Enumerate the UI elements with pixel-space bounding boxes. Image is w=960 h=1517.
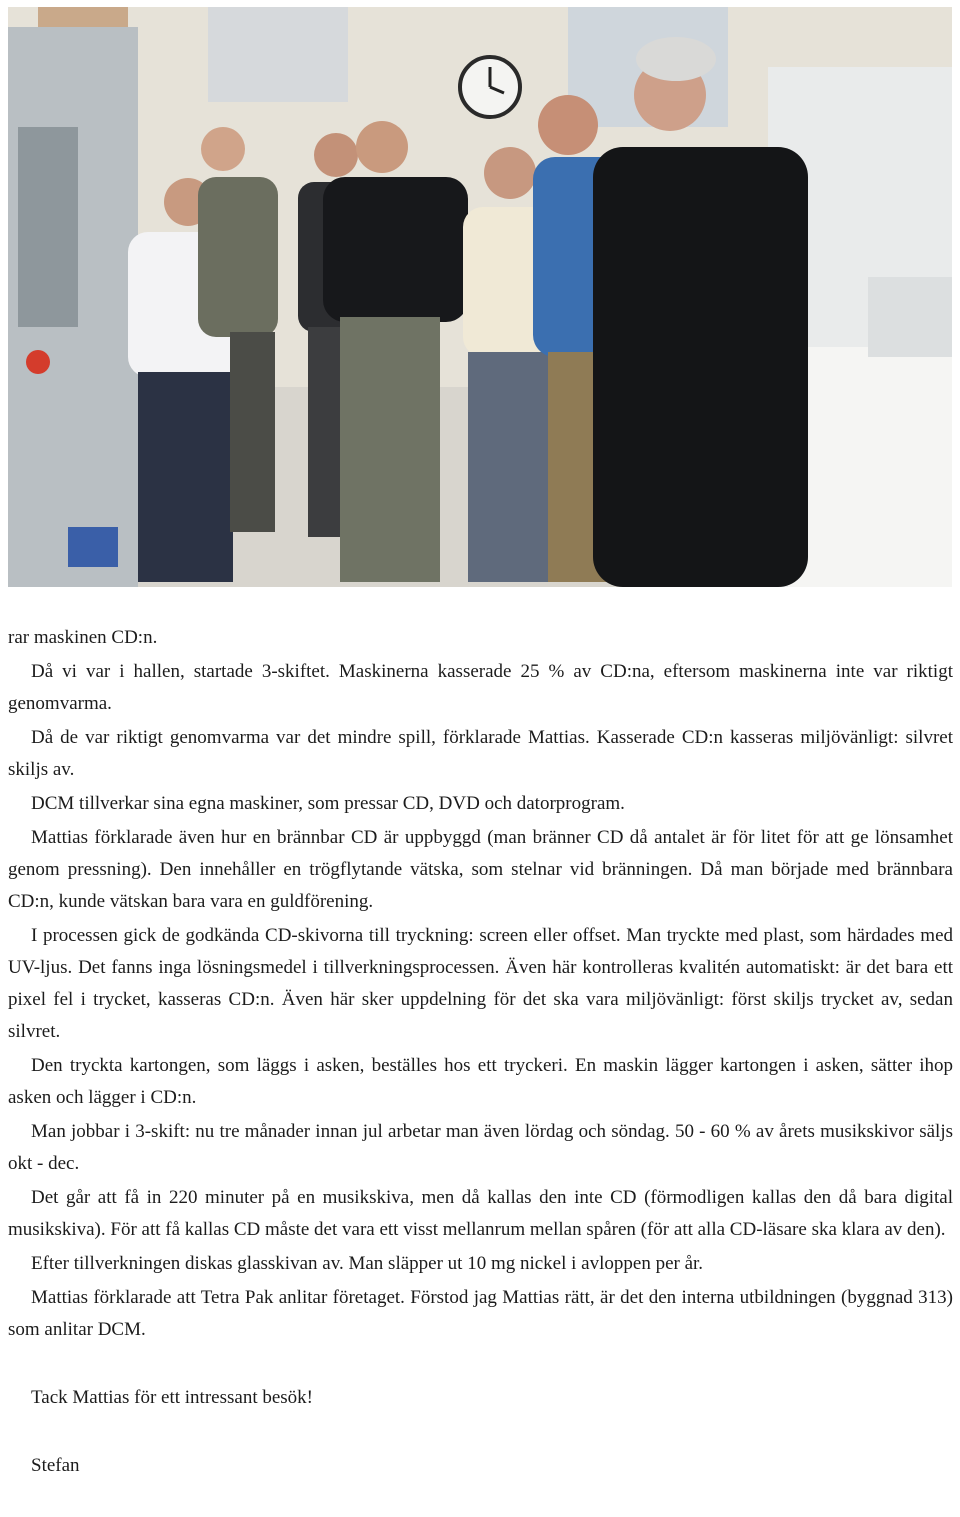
paragraph: Man jobbar i 3-skift: nu tre månader innan jul arbetar man även lördag och söndag. 50 - 60 % av årets musikskivor säljs okt - dec. [8, 1121, 953, 1174]
paragraph: Då de var riktigt genomvarma var det mindre spill, förklarade Mattias. Kasserade CD:n kasseras miljövänligt: silvret skiljs av. [8, 727, 953, 780]
paragraph: rar maskinen CD:n. [8, 627, 158, 648]
article-text [8, 622, 953, 1484]
signature: Stefan [31, 1455, 80, 1476]
paragraph: Då vi var i hallen, startade 3-skiftet. Maskinerna kasserade 25 % av CD:na, eftersom maskinerna inte var riktigt genomvarma. [8, 661, 953, 714]
group-photo [8, 7, 952, 587]
paragraph: Mattias förklarade även hur en brännbar CD är uppbyggd (man bränner CD då antalet är för litet för att ge lönsamhet genom pressning). Den innehåller en trögflytande vätska, som stelnar vid bränningen. Då man började med brännbara CD:n, kunde vätskan bara vara en guldförening. [8, 827, 953, 912]
group-photo-illustration [8, 7, 952, 587]
paragraph: Efter tillverkningen diskas glasskivan av. Man släpper ut 10 mg nickel i avloppen per år. [31, 1253, 704, 1274]
paragraph: Den tryckta kartongen, som läggs i asken, beställes hos ett tryckeri. En maskin lägger kartongen i asken, sätter ihop asken och lägger i CD:n. [8, 1055, 953, 1108]
paragraph: Det går att få in 220 minuter på en musikskiva, men då kallas den inte CD (förmodligen kallas den då bara digital musikskiva). För att få kallas CD måste det vara ett visst mellanrum mellan spåren (för att alla CD-läsare ska klara av den). [8, 1187, 953, 1240]
closing-line: Tack Mattias för ett intressant besök! [31, 1387, 314, 1408]
paragraph: I processen gick de godkända CD-skivorna till tryckning: screen eller offset. Man tryckte med plast, som härdades med UV-ljus. Det fanns inga lösningsmedel i tillverkningsprocessen. Även här kontrolleras kvalitén automatiskt: är det bara ett pixel fel i trycket, kasseras CD:n. Även här sker uppdelning för det ska vara miljövänligt: först skiljs trycket av, sedan silvret. [8, 925, 953, 1042]
paragraph: Mattias förklarade att Tetra Pak anlitar företaget. Förstod jag Mattias rätt, är det den interna utbildningen (byggnad 313) som anlitar DCM. [8, 1287, 953, 1340]
paragraph: DCM tillverkar sina egna maskiner, som pressar CD, DVD och datorprogram. [31, 793, 625, 814]
